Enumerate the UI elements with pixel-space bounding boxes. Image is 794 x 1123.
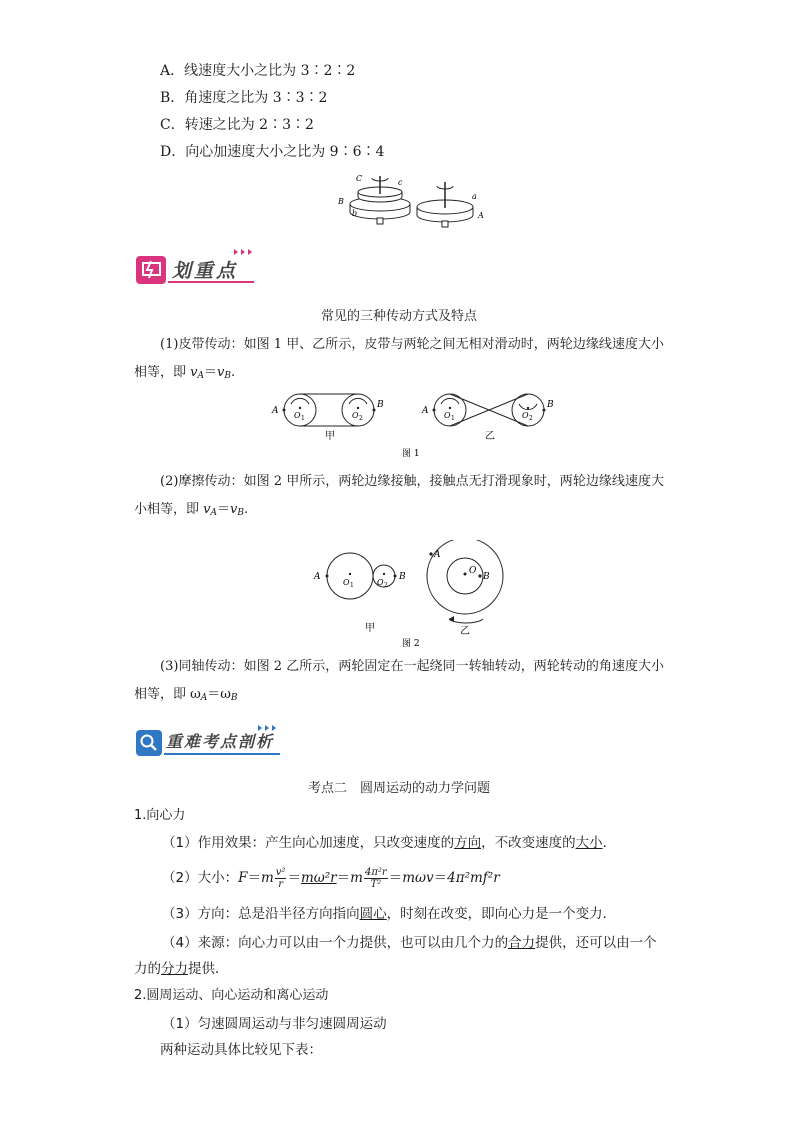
fig1-yi-B: B [547,400,554,410]
item-effect: （1）作用效果：产生向心加速度，只改变速度的方向，不改变速度的大小． [162,835,617,851]
fig1-jia-B: B [377,400,384,410]
table-intro: 两种运动具体比较见下表： [160,1042,322,1058]
coaxial-drive-paragraph: (3)同轴传动：如图 2 乙所示，两轮固定在一起绕同一转轴转动，两轮转动的角速度大小相等，即 $\omega_A=\omega_B$ [134,659,664,703]
option-d: D．向心加速度大小之比为 9∶6∶4 [160,144,385,160]
fig1-jia-O1: O [294,411,301,420]
fig1-jia-sub1: 1 [301,415,305,422]
fig1-yi-A: A [422,406,429,416]
fig2-yi-label: 乙 [460,626,470,637]
difficult-points-title: 重难考点剖析 [166,732,275,751]
fig1-yi-O1: O [444,411,451,420]
fig1-caption: 图 1 [402,449,420,459]
fig2-jia-A: A [314,572,321,582]
fig1-yi-O2: O [522,411,529,420]
fig2-jia-sub2: 2 [384,582,388,589]
fig2-jia-sub1: 1 [350,582,354,589]
option-b: B．角速度之比为 3∶3∶2 [160,90,328,106]
belt-drive-paragraph: (1)皮带传动：如图 1 甲、乙所示，皮带与两轮之间无相对滑动时，两轮边缘线速度大小相等，即 $v_A=v_B$. [134,337,664,381]
fig1-jia-label: 甲 [325,431,335,442]
fig1-jia-sub2: 2 [359,415,363,422]
fig2-caption: 图 2 [402,639,420,649]
option-a: A．线速度大小之比为 3∶2∶2 [160,63,356,79]
label-a: a [472,192,477,201]
label-B: B [338,197,344,206]
three-wheels-figure [330,168,490,230]
fig2-jia-B: B [399,572,406,582]
item-source: （4）来源：向心力可以由一个力提供，也可以由几个力的合力提供，还可以由一个力的分力提供． [134,935,657,977]
fig1-yi-sub2: 2 [529,415,533,422]
label-C: C [356,174,363,183]
subheading-motion-types: 2.圆周运动、向心运动和离心运动 [134,988,329,1003]
figure-2 [310,540,530,652]
fig1-jia-O2: O [352,411,359,420]
fig2-yi-B: B [483,572,490,582]
difficult-points-banner [134,722,284,762]
item-magnitude-formula: （2）大小：F＝m $\frac{\text{v²}}{r}$ ＝mω²r＝m $\frac{\text{4π²r}}{\text{T²}}$ ＝mωv＝4π²mf²r [162,866,500,890]
label-A: A [478,211,484,220]
fig1-yi-sub1: 1 [451,415,455,422]
fig2-yi-O: O [469,566,477,576]
friction-drive-paragraph: (2)摩擦传动：如图 2 甲所示，两轮边缘接触，接触点无打滑现象时，两轮边缘线速度大小相等，即 $v_A=v_B$. [134,474,664,518]
fig2-jia-label: 甲 [365,623,375,634]
subheading-centripetal-force: 1.向心力 [134,808,186,823]
fig2-jia-O1: O [343,578,350,587]
label-c: c [398,178,403,187]
key-points-title: 划重点 [172,260,239,282]
section2-heading: 考点二 圆周运动的动力学问题 [307,781,490,796]
key-points-banner [134,246,259,286]
fig1-yi-label: 乙 [485,431,495,442]
label-b: b [352,209,358,218]
fig2-jia-O2: O [377,578,384,587]
option-c: C．转速之比为 2∶3∶2 [160,117,314,133]
item-uniform-vs-nonuniform: （1）匀速圆周运动与非匀速圆周运动 [162,1016,387,1032]
item-direction: （3）方向：总是沿半径方向指向圆心，时刻在改变，即向心力是一个变力． [162,906,617,922]
fig1-jia-A: A [272,406,279,416]
section1-heading: 常见的三种传动方式及特点 [320,309,477,324]
figure-1 [265,390,565,460]
fig2-yi-A: A [434,550,441,560]
